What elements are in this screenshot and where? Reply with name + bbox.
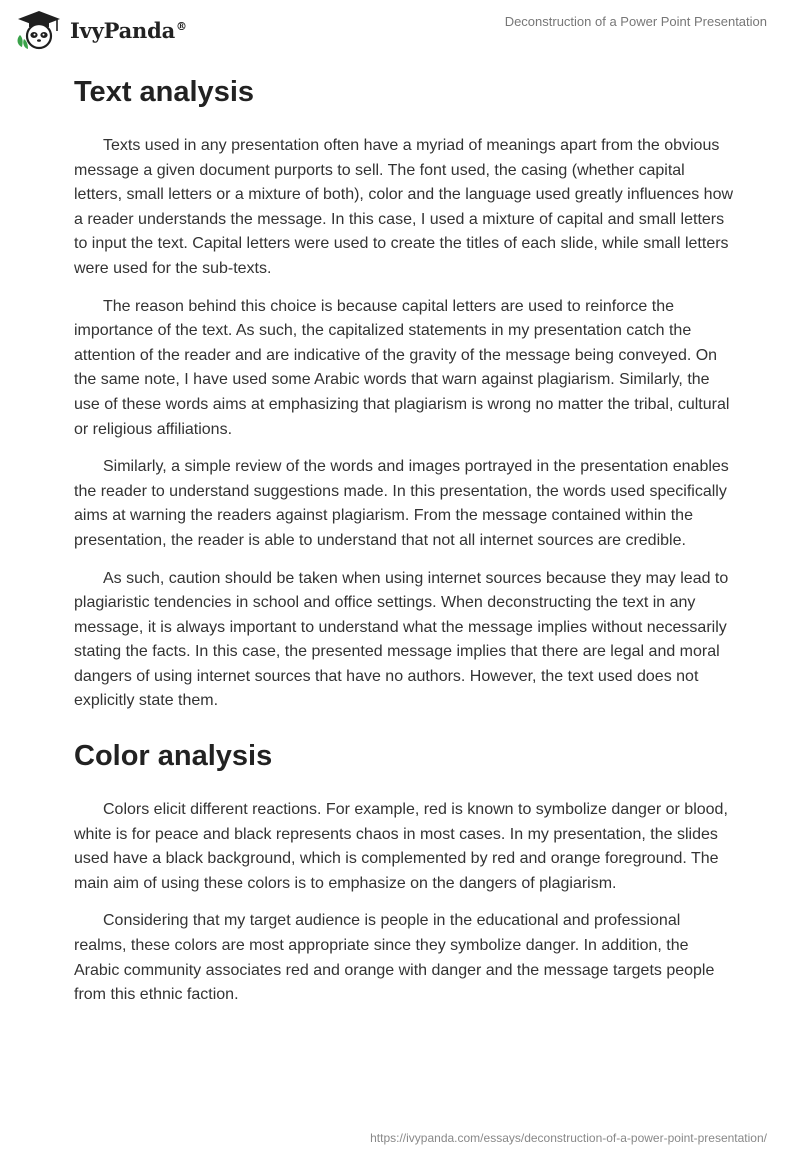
section-heading: Text analysis [74,76,255,108]
paragraph: Considering that my target audience is people in the educational and professional realms, these colors are most appropriate since they symbolize danger. In addition, the Arabic community associates red and orange with danger and the message targets people from this ethnic faction. [74,912,715,1004]
registered-mark: ® [176,19,187,33]
essay-content [74,70,734,1021]
page-header [0,0,800,64]
paragraph: Texts used in any presentation often have a myriad of meanings apart from the obvious message a given document purports to sell. The font used, the casing (whether capital letters, small letters or a mixture of both), color and the language used greatly influences how a reader understands the message. In this case, I used a mixture of capital and small letters to input the text. Capital letters were used to create the titles of each slide, while small letters were used for the sub-texts. [74,137,734,277]
document-title: Deconstruction of a Power Point Presentation [504,14,767,29]
ivypanda-logo[interactable] [14,9,187,51]
logo-wordmark [70,18,187,43]
logo-text: IvyPanda [70,17,176,43]
section-text-analysis [74,72,734,714]
paragraph: As such, caution should be taken when using internet sources because they may lead to plagiaristic tendencies in school and office settings. When deconstructing the text in any message, it is always important to understand what the message implies without necessarily stating the facts. In this case, the presented message implies that there are legal and moral dangers of using internet sources that have no authors. However, the text used does not explicitly state them. [74,569,729,710]
paragraph: The reason behind this choice is because capital letters are used to reinforce the importance of the text. As such, the capitalized statements in my presentation catch the attention of the reader and are indicative of the gravity of the message being conveyed. On the same note, I have used some Arabic words that warn against plagiarism. Similarly, the use of these words aims at emphasizing that plagiarism is wrong no matter the tribal, cultural or religious affiliations. [74,297,730,438]
paragraph: Similarly, a simple review of the words and images portrayed in the presentation enables the reader to understand suggestions made. In this presentation, the words used specifically aims at warning the readers against plagiarism. From the message contained within the presentation, the reader is able to understand that not all internet sources are credible. [74,458,729,549]
panda-graduate-icon [14,9,64,51]
paragraph: Colors elicit different reactions. For example, red is known to symbolize danger or blood, white is for peace and black represents chaos in most cases. In my presentation, the slides used have a black background, which is complemented by red and orange foreground. The main aim of using these colors is to emphasize on the dangers of plagiarism. [74,801,728,892]
section-color-analysis [74,736,734,1008]
section-heading: Color analysis [74,740,273,773]
source-url-link[interactable]: https://ivypanda.com/essays/deconstruction-of-a-power-point-presentation/ [370,1131,767,1145]
